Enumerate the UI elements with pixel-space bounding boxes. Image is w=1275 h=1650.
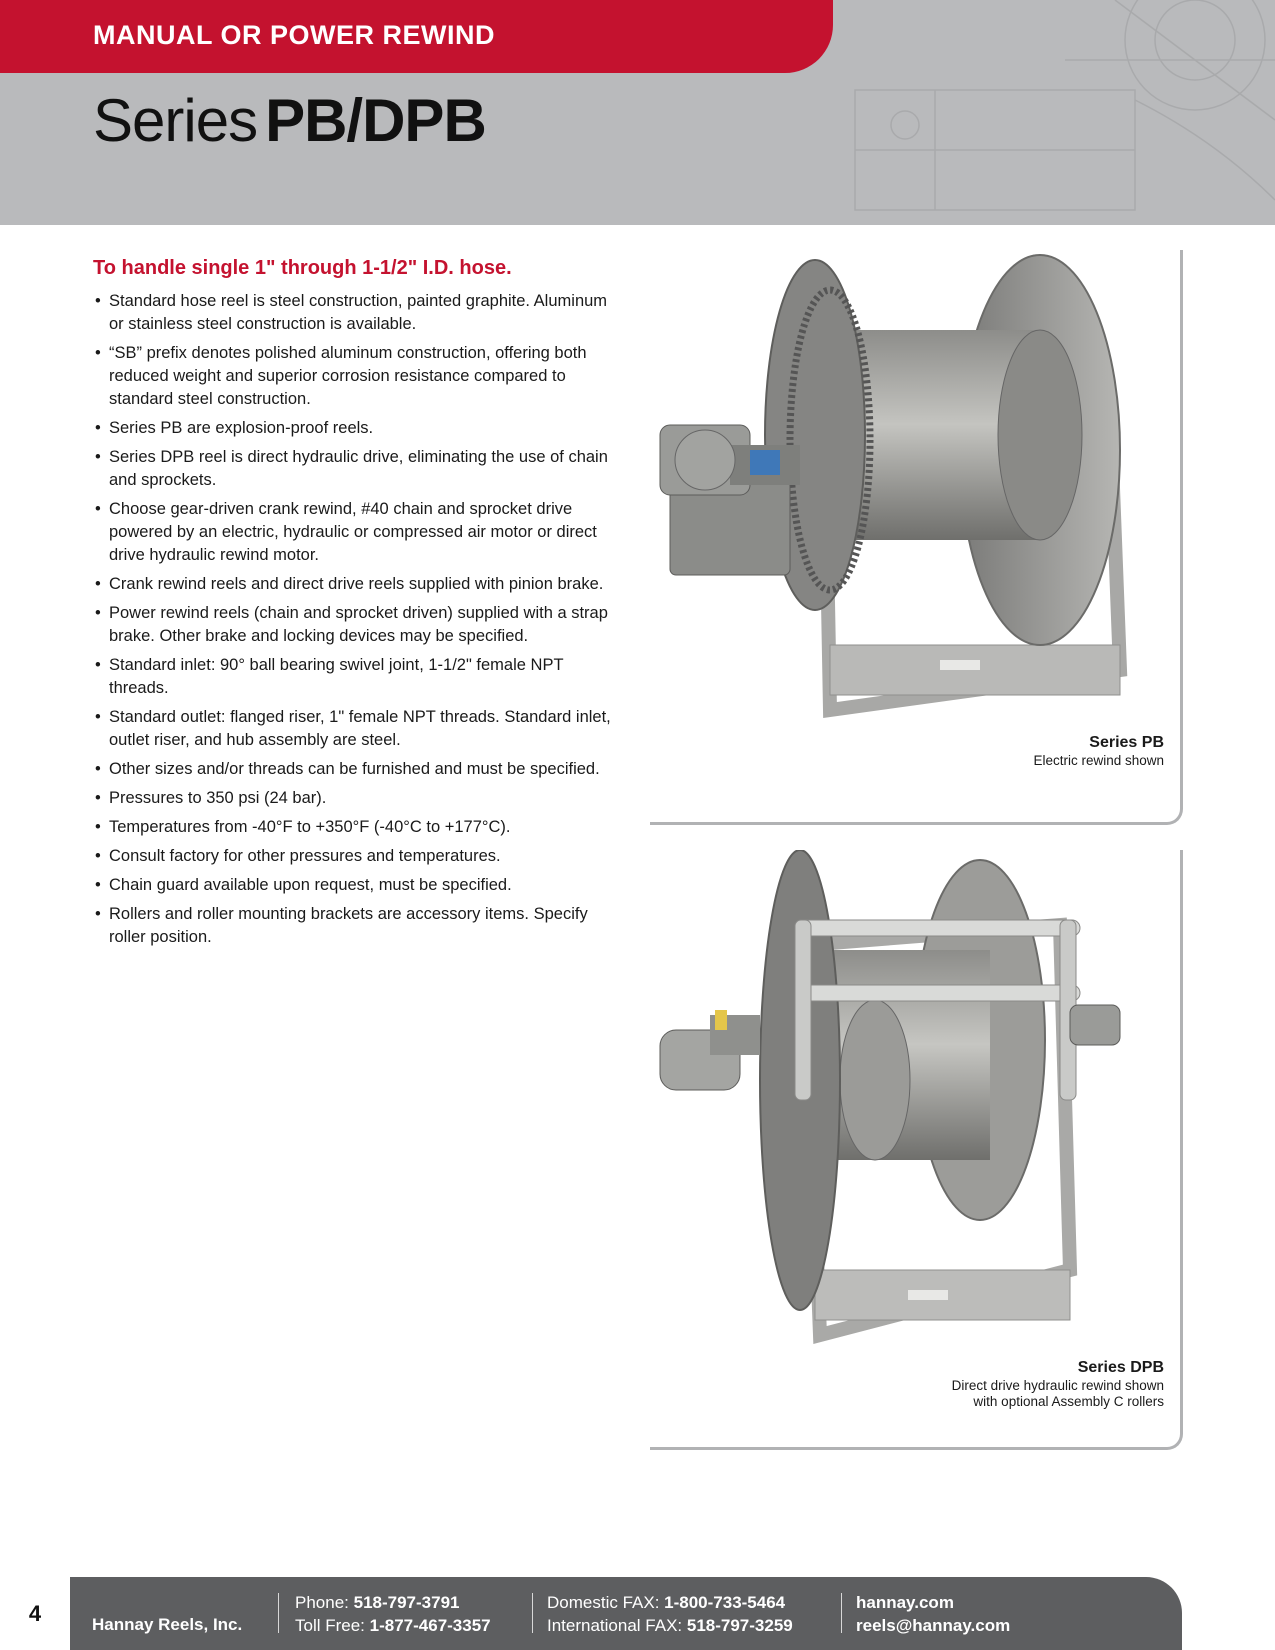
phone-label: Phone: [295, 1593, 354, 1612]
email-link[interactable]: reels@hannay.com [856, 1616, 1011, 1635]
spec-item: • Power rewind reels (chain and sprocket driven) supplied with a strap brake. Other brake and locking devices may be specified. [93, 602, 613, 648]
caption-subtitle-pb: Electric rewind shown [1033, 753, 1164, 768]
spec-item: • Series DPB reel is direct hydraulic drive, eliminating the use of chain and sprockets. [93, 446, 613, 492]
spec-item: • Chain guard available upon request, must be specified. [93, 874, 613, 897]
caption-subtitle-dpb-line2: with optional Assembly C rollers [973, 1394, 1164, 1409]
footer-divider [278, 1593, 279, 1633]
intro-heading: To handle single 1" through 1-1/2" I.D. hose. [93, 257, 512, 279]
page-title-model: PB/DPB [265, 87, 486, 154]
phone-number[interactable]: 518-797-3791 [353, 1593, 460, 1612]
footer-divider [532, 1593, 533, 1633]
tollfree-label: Toll Free: [295, 1616, 370, 1635]
domestic-fax-label: Domestic FAX: [547, 1593, 665, 1612]
page-title-series: Series [93, 87, 258, 154]
spec-item: • Rollers and roller mounting brackets are accessory items. Specify roller position. [93, 903, 613, 949]
international-fax-label: International FAX: [547, 1616, 687, 1635]
footer-phone-block [295, 1591, 491, 1637]
spec-item: • “SB” prefix denotes polished aluminum construction, offering both reduced weight and superior corrosion resistance compared to standard steel construction. [93, 342, 613, 411]
domestic-fax-number: 1-800-733-5464 [664, 1593, 786, 1612]
spec-item: • Standard hose reel is steel construction, painted graphite. Aluminum or stainless steel construction is available. [93, 290, 613, 336]
footer-web-block [856, 1591, 1010, 1637]
section-tab-label: MANUAL OR POWER REWIND [93, 20, 495, 50]
section-tab [0, 0, 833, 73]
technical-drawing-background [815, 0, 1275, 225]
product-panel-dpb [650, 850, 1182, 1447]
tollfree-number[interactable]: 1-877-467-3357 [369, 1616, 491, 1635]
spec-item: • Pressures to 350 psi (24 bar). [93, 787, 613, 810]
spec-item: • Standard outlet: flanged riser, 1" female NPT threads. Standard inlet, outlet riser, and hub assembly are steel. [93, 706, 613, 752]
page-number: 4 [28, 1600, 42, 1626]
caption-title-pb: Series PB [1089, 734, 1164, 751]
spec-item: • Series PB are explosion-proof reels. [93, 417, 613, 440]
website-link[interactable]: hannay.com [856, 1593, 954, 1612]
footer-bar [70, 1577, 1182, 1650]
spec-item: • Consult factory for other pressures and temperatures. [93, 845, 613, 868]
spec-item: • Crank rewind reels and direct drive reels supplied with pinion brake. [93, 573, 613, 596]
caption-title-dpb: Series DPB [1077, 1359, 1164, 1376]
header-banner [0, 0, 1275, 225]
spec-item: • Choose gear-driven crank rewind, #40 chain and sprocket drive powered by an electric, hydraulic or compressed air motor or direct drive hydraulic rewind motor. [93, 498, 613, 567]
footer-fax-block [547, 1591, 793, 1637]
page-title [93, 86, 486, 155]
caption-subtitle-dpb-line1: Direct drive hydraulic rewind shown [951, 1378, 1164, 1393]
spec-item: • Temperatures from -40°F to +350°F (-40°C to +177°C). [93, 816, 613, 839]
spec-list [93, 290, 613, 955]
spec-item: • Other sizes and/or threads can be furnished and must be specified. [93, 758, 613, 781]
footer-divider [841, 1593, 842, 1633]
international-fax-number: 518-797-3259 [686, 1616, 793, 1635]
product-panel-pb [650, 250, 1182, 822]
spec-item: • Standard inlet: 90° ball bearing swivel joint, 1-1/2" female NPT threads. [93, 654, 613, 700]
footer-company: Hannay Reels, Inc. [92, 1615, 243, 1634]
